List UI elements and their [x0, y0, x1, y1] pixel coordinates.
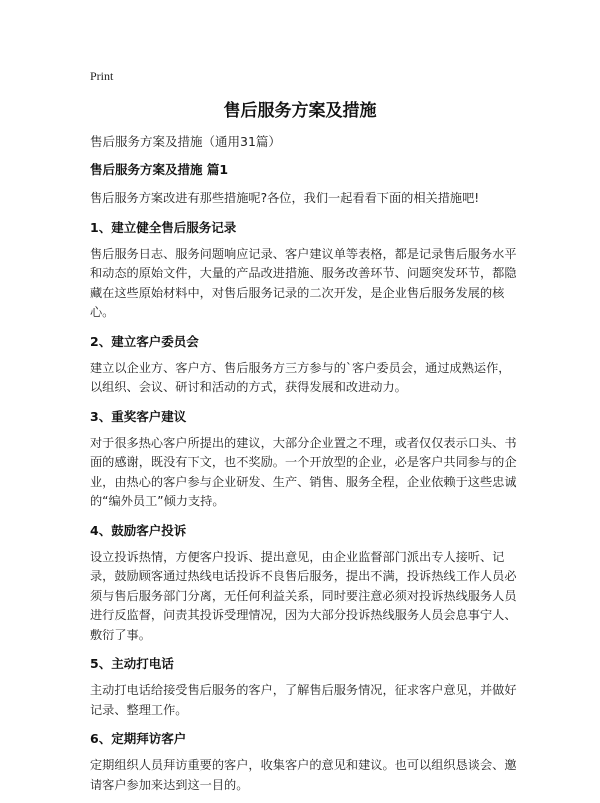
item-heading-5: 5、主动打电话: [90, 656, 174, 671]
print-link[interactable]: Print: [90, 69, 114, 83]
document-title: 售后服务方案及措施: [223, 101, 377, 121]
section-title: 售后服务方案及措施 篇1: [90, 162, 229, 177]
document-body: [90, 131, 522, 803]
item-text-1: 售后服务日志、服务问题响应记录、客户建议单等表格，都是记录售后服务水平和动态的原始文件，大量的产品改进措施、服务改善环节、问题突发环节，都隐藏在这些原始材料中，对售后服务记录的二次开发，是企业售后服务发展的核心。: [90, 246, 517, 319]
document-subtitle: 售后服务方案及措施（通用31篇）: [90, 134, 281, 149]
intro-paragraph: 售后服务方案改进有那些措施呢?各位，我们一起看看下面的相关措施吧!: [90, 191, 480, 205]
item-heading-2: 2、建立客户委员会: [90, 333, 199, 349]
item-heading-6: 6、定期拜访客户: [90, 731, 187, 746]
item-text-6: 定期组织人员拜访重要的客户，收集客户的意见和建议。也可以组织恳谈会、邀请客户参加来达到这一目的。: [90, 758, 517, 792]
item-heading-3: 3、重奖客户建议: [90, 408, 187, 424]
item-text-4: 设立投诉热情，方便客户投诉、提出意见，由企业监督部门派出专人接听、记录，鼓励顾客通过热线电话投诉不良售后服务，提出不满，投诉热线工作人员必须与售后服务部门分离，无任何利益关系，同时要注意必须对投诉热线服务人员进行反监督，问责其投诉受理情况，因为大部分投诉热线服务人员会息事宁人、敷衍了事。: [90, 549, 517, 642]
item-text-5: 主动打电话给接受售后服务的客户，了解售后服务情况，征求客户意见，并做好记录、整理工作。: [90, 683, 517, 717]
item-text-2: 建立以企业方、客户方、售后服务方三方参与的`客户委员会，通过成熟运作，以组织、会议、研讨和活动的方式，获得发展和改进动力。: [90, 360, 511, 394]
item-heading-4: 4、鼓励客户投诉: [90, 522, 187, 538]
item-text-3: 对于很多热心客户所提出的建议，大部分企业置之不理，或者仅仅表示口头、书面的感谢，既没有下文，也不奖励。一个开放型的企业，必是客户共同参与的企业，由热心的客户参与企业研发、生产、销售、服务全程，企业依赖于这些忠诚的“编外员工”倾力支持。: [90, 435, 517, 508]
item-heading-1: 1、建立健全售后服务记录: [90, 219, 237, 235]
